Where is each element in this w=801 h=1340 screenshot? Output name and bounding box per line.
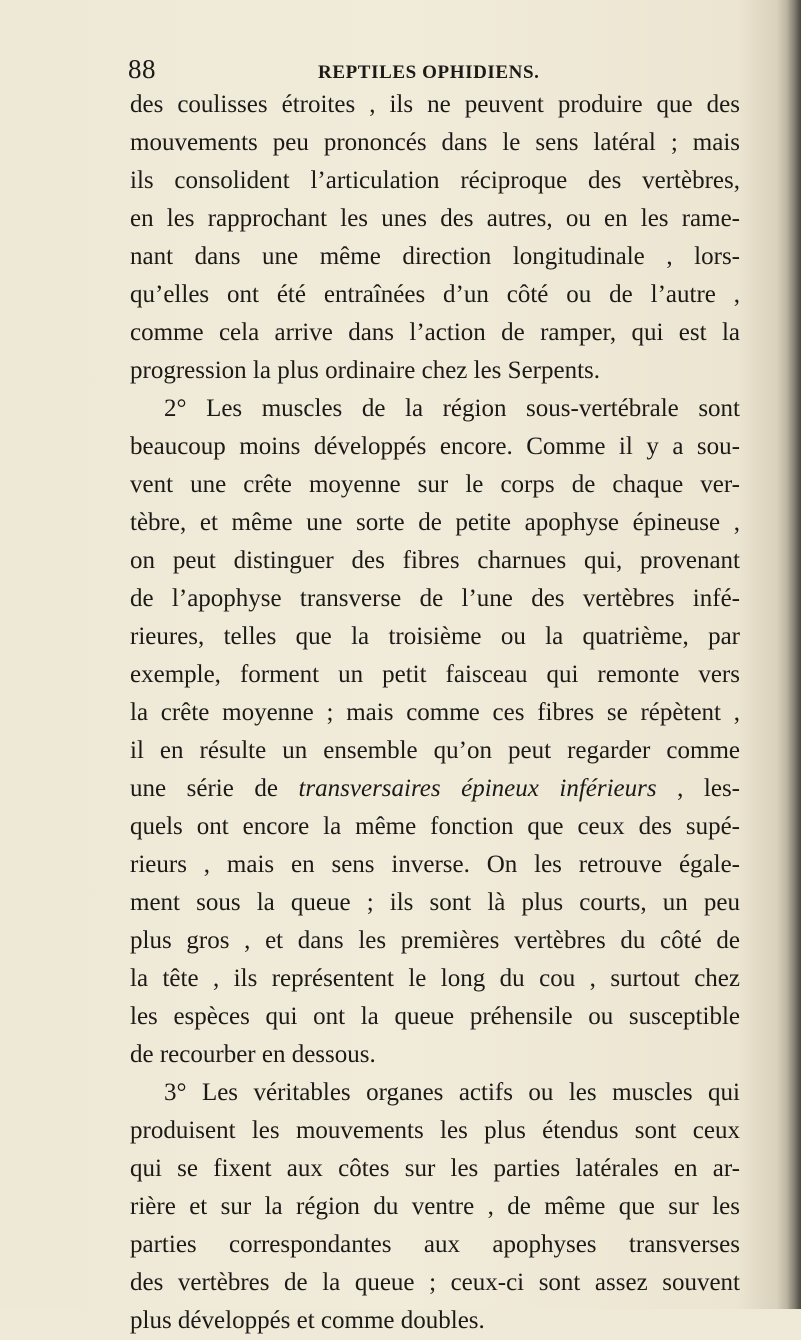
text-line: la crête moyenne ; mais comme ces fibres se répètent , [130, 699, 740, 726]
text-line: mouvements peu prononcés dans le sens latéral ; mais [130, 129, 740, 156]
text-line: plus gros , et dans les premières vertèbres du côté de [130, 927, 740, 954]
page-edge-shadow [787, 0, 801, 1309]
text-line: exemple, forment un petit faisceau qui remonte vers [130, 661, 740, 688]
text-line: produisent les mouvements les plus étendus sont ceux [130, 1117, 740, 1144]
text-line: rieurs , mais en sens inverse. On les retrouve égale- [130, 851, 740, 878]
running-head: REPTILES OPHIDIENS. [318, 62, 540, 83]
text-line: ils consolident l’articulation réciproque des vertèbres, [130, 167, 740, 194]
text-line: parties correspondantes aux apophyses transverses [130, 1231, 740, 1258]
text-line [130, 770, 740, 808]
text-line: nant dans une même direction longitudinale , lors- [130, 243, 740, 270]
text-line: rière et sur la région du ventre , de même que sur les [130, 1193, 740, 1220]
text-line: ment sous la queue ; ils sont là plus courts, un peu [130, 889, 740, 916]
text-line: rieures, telles que la troisième ou la quatrième, par [130, 623, 740, 650]
text-line: des vertèbres de la queue ; ceux-ci sont assez souvent [130, 1269, 740, 1296]
text-line: les espèces qui ont la queue préhensile ou susceptible [130, 1003, 740, 1030]
text-line: des coulisses étroites , ils ne peuvent produire que des [130, 91, 740, 118]
text-fragment: , les- [677, 775, 741, 802]
text-line: de recourber en dessous. [130, 1041, 376, 1068]
text-line: qu’elles ont été entraînées d’un côté ou de l’autre , [130, 281, 740, 308]
text-line: 3° Les véritables organes actifs ou les muscles qui [164, 1079, 740, 1106]
text-line: quels ont encore la même fonction que ceux des supé- [130, 813, 740, 840]
text-line: 2° Les muscles de la région sous-vertébrale sont [164, 395, 740, 422]
text-line: on peut distinguer des fibres charnues qui, provenant [130, 547, 740, 574]
text-line: progression la plus ordinaire chez les Serpents. [130, 357, 601, 384]
text-line: comme cela arrive dans l’action de ramper, qui est la [130, 319, 740, 346]
text-line: vent une crête moyenne sur le corps de chaque ver- [130, 471, 740, 498]
text-line: tèbre, et même une sorte de petite apophyse épineuse , [130, 509, 740, 536]
italic-term: transversaires épineux inférieurs [298, 775, 657, 802]
text-line: de l’apophyse transverse de l’une des vertèbres infé- [130, 585, 740, 612]
page-number: 88 [128, 54, 156, 84]
text-line: la tête , ils représentent le long du cou , surtout chez [130, 965, 740, 992]
text-line: il en résulte un ensemble qu’on peut regarder comme [130, 737, 740, 764]
text-line: beaucoup moins développés encore. Comme il y a sou- [130, 433, 740, 460]
text-line: plus développés et comme doubles. [130, 1307, 485, 1334]
body-text [130, 86, 740, 1340]
text-fragment: une série de [130, 775, 278, 802]
text-line: en les rapprochant les unes des autres, ou en les rame- [130, 205, 740, 232]
text-line: qui se fixent aux côtes sur les parties latérales en ar- [130, 1155, 740, 1182]
